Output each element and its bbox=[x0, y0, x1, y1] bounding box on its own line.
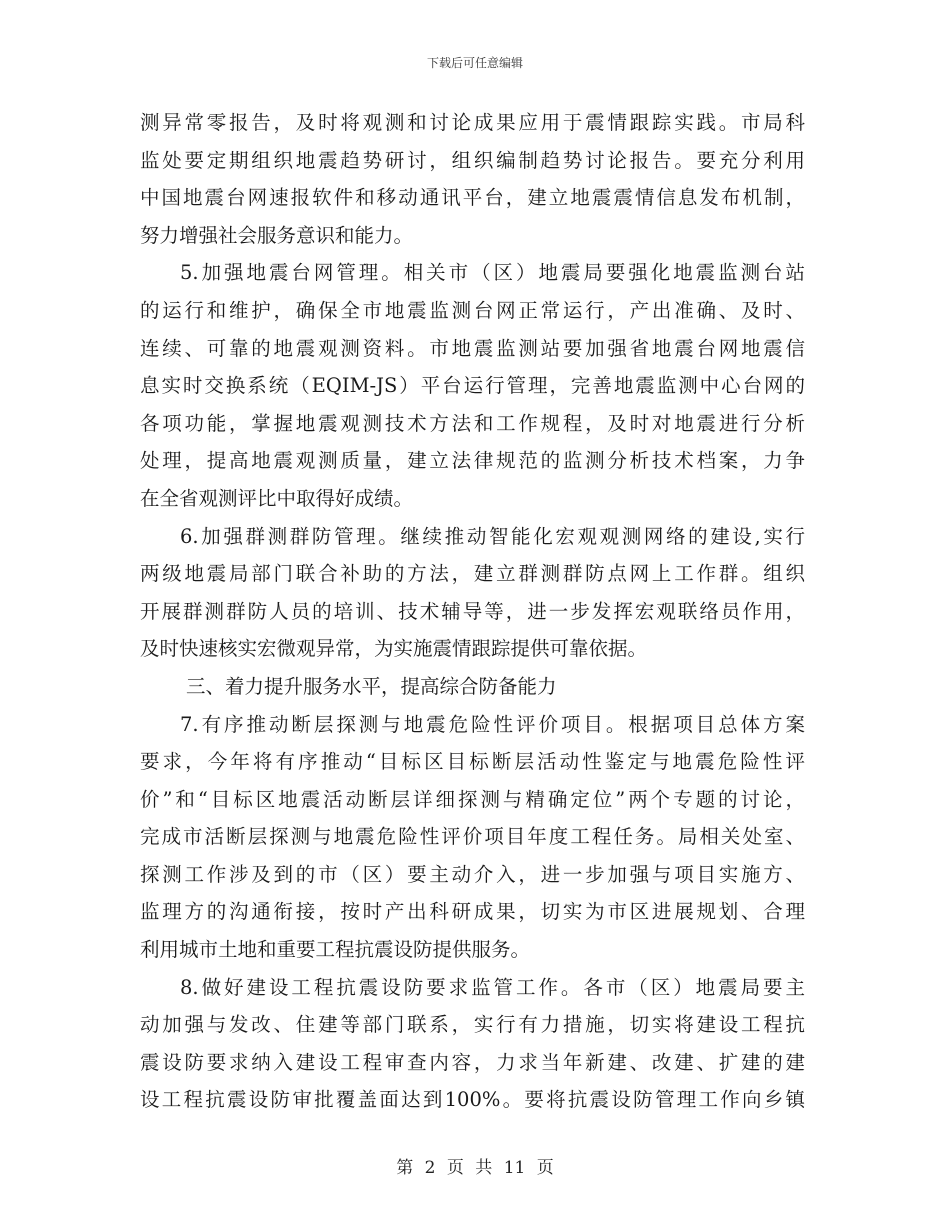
paragraph-line: 处理，提高地震观测质量，建立法律规范的监测分析技术档案，力争 bbox=[140, 449, 805, 473]
paragraph-line: 努力增强社会服务意识和能力。 bbox=[140, 223, 414, 247]
paragraph-line: 利用城市土地和重要工程抗震设防提供服务。 bbox=[140, 938, 531, 962]
paragraph-line: 连续、可靠的地震观测资料。市地震监测站要加强省地震台网地震信 bbox=[140, 336, 805, 360]
paragraph-line: 设工程抗震设防审批覆盖面达到100%。要将抗震设防管理工作向乡镇 bbox=[140, 1088, 805, 1112]
paragraph-line: 5.加强地震台网管理。相关市（区）地震局要强化地震监测台站 bbox=[180, 261, 805, 285]
paragraph-line: 各项功能，掌握地震观测技术方法和工作规程，及时对地震进行分析 bbox=[140, 411, 805, 435]
paragraph-line: 息实时交换系统（EQIM-JS）平台运行管理，完善地震监测中心台网的 bbox=[140, 374, 805, 398]
page-footer: 第 2 页 共 11 页 bbox=[396, 1158, 554, 1178]
paragraph-line: 6.加强群测群防管理。继续推动智能化宏观观测网络的建设,实行 bbox=[180, 524, 805, 548]
paragraph-line: 监理方的沟通衔接，按时产出科研成果，切实为市区进展规划、合理 bbox=[140, 900, 805, 924]
paragraph-line: 两级地震局部门联合补助的方法，建立群测群防点网上工作群。组织 bbox=[140, 562, 805, 586]
paragraph-line: 震设防要求纳入建设工程审查内容，力求当年新建、改建、扩建的建 bbox=[140, 1050, 805, 1074]
paragraph-line: 8.做好建设工程抗震设防要求监管工作。各市（区）地震局要主 bbox=[180, 975, 805, 999]
paragraph-line: 中国地震台网速报软件和移动通讯平台，建立地震震情信息发布机制， bbox=[140, 186, 805, 210]
paragraph-line: 完成市活断层探测与地震危险性评价项目年度工程任务。局相关处室、 bbox=[140, 825, 805, 849]
header-note: 下载后可任意编辑 bbox=[426, 56, 523, 70]
paragraph-line: 价”和“目标区地震活动断层详细探测与精确定位”两个专题的讨论， bbox=[140, 787, 805, 811]
paragraph-line: 及时快速核实宏微观异常，为实施震情跟踪提供可靠依据。 bbox=[140, 637, 648, 661]
paragraph-line: 要求，今年将有序推动“目标区目标断层活动性鉴定与地震危险性评 bbox=[140, 750, 805, 774]
paragraph-line: 动加强与发改、住建等部门联系，实行有力措施，切实将建设工程抗 bbox=[140, 1013, 805, 1037]
paragraph-line: 开展群测群防人员的培训、技术辅导等，进一步发挥宏观联络员作用， bbox=[140, 599, 805, 623]
paragraph-line: 探测工作涉及到的市（区）要主动介入，进一步加强与项目实施方、 bbox=[140, 862, 805, 886]
paragraph-line: 测异常零报告，及时将观测和讨论成果应用于震情跟踪实践。市局科 bbox=[140, 111, 805, 134]
document-body bbox=[140, 104, 805, 1119]
paragraph-line: 在全省观测评比中取得好成绩。 bbox=[140, 486, 414, 510]
paragraph-line: 监处要定期组织地震趋势研讨，组织编制趋势讨论报告。要充分利用 bbox=[140, 148, 805, 172]
section-heading: 三、着力提升服务水平，提高综合防备能力 bbox=[186, 674, 557, 698]
paragraph-line: 7.有序推动断层探测与地震危险性评价项目。根据项目总体方案 bbox=[180, 712, 805, 736]
paragraph-line: 的运行和维护，确保全市地震监测台网正常运行，产出准确、及时、 bbox=[140, 298, 805, 322]
